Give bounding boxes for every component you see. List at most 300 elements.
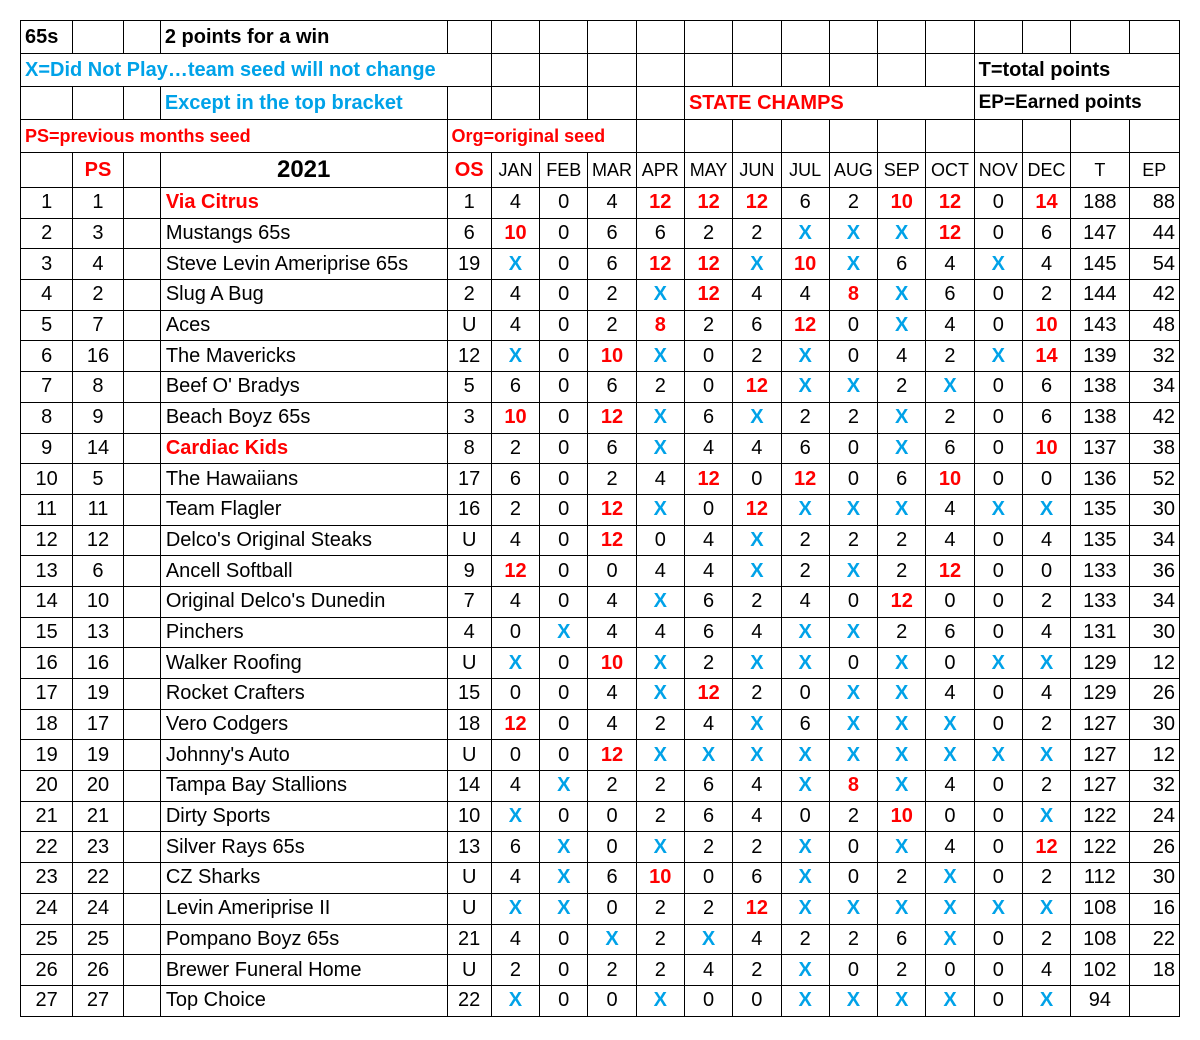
ps-cell: 27 bbox=[73, 985, 123, 1016]
month-cell: 0 bbox=[540, 402, 588, 433]
ep-cell: 18 bbox=[1129, 955, 1179, 986]
month-cell: 2 bbox=[684, 310, 732, 341]
month-cell: X bbox=[781, 372, 829, 403]
month-cell: 0 bbox=[1022, 556, 1070, 587]
dnp-note: X=Did Not Play…team seed will not change bbox=[21, 54, 492, 87]
ps-cell: 9 bbox=[73, 402, 123, 433]
total-cell: 122 bbox=[1071, 801, 1129, 832]
month-cell: 6 bbox=[636, 218, 684, 249]
month-cell: X bbox=[829, 709, 877, 740]
month-cell: 4 bbox=[781, 280, 829, 311]
team-name: Vero Codgers bbox=[160, 709, 447, 740]
team-name: The Mavericks bbox=[160, 341, 447, 372]
month-cell: 12 bbox=[491, 709, 539, 740]
month-cell: 0 bbox=[540, 924, 588, 955]
month-cell: 2 bbox=[636, 893, 684, 924]
os-cell: U bbox=[447, 310, 491, 341]
month-cell: X bbox=[684, 740, 732, 771]
month-cell: 0 bbox=[974, 556, 1022, 587]
ep-cell: 30 bbox=[1129, 494, 1179, 525]
earned-note: EP=Earned points bbox=[974, 87, 1179, 120]
month-cell: 6 bbox=[491, 832, 539, 863]
month-cell: 2 bbox=[878, 617, 926, 648]
rank-cell: 4 bbox=[21, 280, 73, 311]
spacer-cell bbox=[123, 709, 160, 740]
month-cell: 12 bbox=[588, 494, 636, 525]
month-cell: X bbox=[926, 709, 974, 740]
rank-cell: 23 bbox=[21, 863, 73, 894]
month-cell: 0 bbox=[926, 586, 974, 617]
month-cell: 2 bbox=[733, 586, 781, 617]
month-cell: 10 bbox=[491, 402, 539, 433]
month-cell: 4 bbox=[1022, 617, 1070, 648]
spacer-cell bbox=[123, 372, 160, 403]
ps-cell: 5 bbox=[73, 464, 123, 495]
month-cell: X bbox=[926, 893, 974, 924]
total-cell: 133 bbox=[1071, 556, 1129, 587]
ep-cell: 32 bbox=[1129, 341, 1179, 372]
os-cell: U bbox=[447, 893, 491, 924]
month-cell: X bbox=[636, 679, 684, 710]
month-cell: 4 bbox=[733, 280, 781, 311]
month-cell: 12 bbox=[781, 464, 829, 495]
table-row bbox=[21, 955, 1180, 986]
ps-cell: 25 bbox=[73, 924, 123, 955]
month-cell: 2 bbox=[1022, 709, 1070, 740]
month-cell: X bbox=[781, 863, 829, 894]
ps-cell: 20 bbox=[73, 771, 123, 802]
month-cell: 12 bbox=[588, 525, 636, 556]
month-cell: 4 bbox=[491, 188, 539, 219]
month-header: OCT bbox=[926, 153, 974, 188]
ep-cell: 16 bbox=[1129, 893, 1179, 924]
month-cell: X bbox=[781, 771, 829, 802]
team-name: The Hawaiians bbox=[160, 464, 447, 495]
month-cell: 2 bbox=[781, 556, 829, 587]
month-cell: 2 bbox=[878, 863, 926, 894]
month-cell: X bbox=[974, 893, 1022, 924]
month-cell: 2 bbox=[491, 494, 539, 525]
ep-header: EP bbox=[1129, 153, 1179, 188]
month-cell: 4 bbox=[926, 525, 974, 556]
month-cell: 12 bbox=[733, 893, 781, 924]
ps-note: PS=previous months seed bbox=[21, 120, 448, 153]
month-cell: 6 bbox=[588, 249, 636, 280]
month-cell: X bbox=[878, 740, 926, 771]
month-cell: 0 bbox=[540, 740, 588, 771]
month-cell: 2 bbox=[878, 556, 926, 587]
month-cell: 6 bbox=[684, 586, 732, 617]
month-cell: X bbox=[878, 679, 926, 710]
spacer-cell bbox=[123, 801, 160, 832]
month-cell: X bbox=[878, 893, 926, 924]
month-cell: X bbox=[781, 832, 829, 863]
month-cell: X bbox=[878, 985, 926, 1016]
month-cell: 0 bbox=[684, 494, 732, 525]
ep-cell: 32 bbox=[1129, 771, 1179, 802]
spacer-cell bbox=[123, 218, 160, 249]
total-cell: 127 bbox=[1071, 740, 1129, 771]
ps-cell: 19 bbox=[73, 679, 123, 710]
rank-cell: 3 bbox=[21, 249, 73, 280]
ps-cell: 11 bbox=[73, 494, 123, 525]
month-cell: 6 bbox=[491, 372, 539, 403]
rank-cell: 13 bbox=[21, 556, 73, 587]
month-cell: 0 bbox=[540, 709, 588, 740]
month-cell: 0 bbox=[974, 525, 1022, 556]
os-cell: 8 bbox=[447, 433, 491, 464]
month-cell: X bbox=[636, 648, 684, 679]
month-cell: 2 bbox=[588, 310, 636, 341]
header-row-2 bbox=[21, 54, 1180, 87]
ps-cell: 12 bbox=[73, 525, 123, 556]
month-cell: 0 bbox=[540, 280, 588, 311]
month-cell: 4 bbox=[1022, 249, 1070, 280]
month-cell: 0 bbox=[974, 280, 1022, 311]
month-cell: 0 bbox=[540, 494, 588, 525]
month-cell: 10 bbox=[1022, 310, 1070, 341]
month-cell: 8 bbox=[829, 280, 877, 311]
month-cell: 2 bbox=[588, 280, 636, 311]
table-row bbox=[21, 556, 1180, 587]
spacer-cell bbox=[123, 924, 160, 955]
month-cell: 0 bbox=[540, 556, 588, 587]
spacer-cell bbox=[123, 586, 160, 617]
table-row bbox=[21, 433, 1180, 464]
month-cell: X bbox=[878, 280, 926, 311]
spacer-cell bbox=[123, 280, 160, 311]
spacer-cell bbox=[123, 985, 160, 1016]
ps-cell: 24 bbox=[73, 893, 123, 924]
month-cell: 4 bbox=[636, 617, 684, 648]
month-cell: 0 bbox=[974, 985, 1022, 1016]
total-cell: 129 bbox=[1071, 679, 1129, 710]
month-cell: 0 bbox=[540, 801, 588, 832]
month-cell: 0 bbox=[974, 402, 1022, 433]
month-cell: 6 bbox=[491, 464, 539, 495]
month-cell: 10 bbox=[636, 863, 684, 894]
month-cell: X bbox=[781, 341, 829, 372]
spacer-cell bbox=[123, 402, 160, 433]
month-cell: 0 bbox=[974, 924, 1022, 955]
month-cell: 4 bbox=[926, 832, 974, 863]
header-row-4 bbox=[21, 120, 1180, 153]
total-cell: 145 bbox=[1071, 249, 1129, 280]
month-cell: 0 bbox=[974, 433, 1022, 464]
month-cell: 4 bbox=[588, 188, 636, 219]
month-cell: X bbox=[733, 709, 781, 740]
month-cell: 4 bbox=[926, 310, 974, 341]
month-cell: 4 bbox=[636, 556, 684, 587]
rank-cell: 22 bbox=[21, 832, 73, 863]
month-cell: X bbox=[829, 617, 877, 648]
total-cell: 137 bbox=[1071, 433, 1129, 464]
month-cell: X bbox=[636, 280, 684, 311]
rank-cell: 27 bbox=[21, 985, 73, 1016]
month-cell: 12 bbox=[684, 188, 732, 219]
month-header: MAY bbox=[684, 153, 732, 188]
table-row bbox=[21, 249, 1180, 280]
month-cell: 0 bbox=[540, 525, 588, 556]
month-cell: 8 bbox=[636, 310, 684, 341]
month-cell: 2 bbox=[684, 832, 732, 863]
table-row bbox=[21, 218, 1180, 249]
month-cell: 0 bbox=[829, 863, 877, 894]
month-cell: X bbox=[926, 372, 974, 403]
month-cell: 2 bbox=[636, 924, 684, 955]
month-cell: 2 bbox=[733, 679, 781, 710]
total-cell: 108 bbox=[1071, 893, 1129, 924]
month-cell: 2 bbox=[733, 218, 781, 249]
month-cell: 2 bbox=[829, 924, 877, 955]
month-cell: 2 bbox=[1022, 863, 1070, 894]
team-name: Dirty Sports bbox=[160, 801, 447, 832]
month-cell: 4 bbox=[926, 249, 974, 280]
month-cell: 0 bbox=[684, 341, 732, 372]
month-cell: 0 bbox=[588, 985, 636, 1016]
month-cell: X bbox=[781, 985, 829, 1016]
state-champs-note: STATE CHAMPS bbox=[684, 87, 974, 120]
ep-cell: 34 bbox=[1129, 525, 1179, 556]
month-cell: 0 bbox=[926, 648, 974, 679]
month-cell: 0 bbox=[540, 341, 588, 372]
table-row bbox=[21, 341, 1180, 372]
os-cell: 15 bbox=[447, 679, 491, 710]
month-cell: 6 bbox=[878, 924, 926, 955]
month-cell: 10 bbox=[1022, 433, 1070, 464]
spacer-cell bbox=[123, 648, 160, 679]
rank-cell: 5 bbox=[21, 310, 73, 341]
rank-cell: 9 bbox=[21, 433, 73, 464]
month-cell: 4 bbox=[588, 679, 636, 710]
month-cell: 4 bbox=[588, 709, 636, 740]
month-cell: 4 bbox=[926, 494, 974, 525]
month-cell: X bbox=[733, 249, 781, 280]
month-cell: 6 bbox=[588, 863, 636, 894]
month-cell: 6 bbox=[733, 310, 781, 341]
ep-cell: 30 bbox=[1129, 863, 1179, 894]
month-cell: X bbox=[926, 740, 974, 771]
month-cell: 0 bbox=[974, 709, 1022, 740]
os-cell: 2 bbox=[447, 280, 491, 311]
rank-cell: 8 bbox=[21, 402, 73, 433]
header-row-3 bbox=[21, 87, 1180, 120]
ps-cell: 23 bbox=[73, 832, 123, 863]
month-cell: 10 bbox=[781, 249, 829, 280]
month-cell: 0 bbox=[781, 801, 829, 832]
os-cell: 21 bbox=[447, 924, 491, 955]
rank-cell: 15 bbox=[21, 617, 73, 648]
spacer-cell bbox=[123, 832, 160, 863]
month-cell: X bbox=[781, 648, 829, 679]
month-cell: 2 bbox=[878, 525, 926, 556]
total-cell: 143 bbox=[1071, 310, 1129, 341]
month-cell: 2 bbox=[1022, 924, 1070, 955]
rank-cell: 17 bbox=[21, 679, 73, 710]
os-cell: 17 bbox=[447, 464, 491, 495]
os-cell: 18 bbox=[447, 709, 491, 740]
month-cell: 0 bbox=[733, 985, 781, 1016]
team-name: Via Citrus bbox=[160, 188, 447, 219]
table-row bbox=[21, 893, 1180, 924]
total-cell: 138 bbox=[1071, 372, 1129, 403]
month-cell: 10 bbox=[926, 464, 974, 495]
table-row bbox=[21, 740, 1180, 771]
spacer-cell bbox=[123, 617, 160, 648]
spacer-cell bbox=[123, 863, 160, 894]
month-cell: 0 bbox=[974, 863, 1022, 894]
team-name: Silver Rays 65s bbox=[160, 832, 447, 863]
month-cell: X bbox=[878, 402, 926, 433]
month-cell: 6 bbox=[588, 218, 636, 249]
team-name: Brewer Funeral Home bbox=[160, 955, 447, 986]
team-name: Pinchers bbox=[160, 617, 447, 648]
ep-cell: 36 bbox=[1129, 556, 1179, 587]
month-cell: 2 bbox=[878, 372, 926, 403]
total-cell: 135 bbox=[1071, 525, 1129, 556]
month-cell: 4 bbox=[588, 586, 636, 617]
team-name: Levin Ameriprise II bbox=[160, 893, 447, 924]
month-cell: 4 bbox=[1022, 955, 1070, 986]
team-name: Mustangs 65s bbox=[160, 218, 447, 249]
month-cell: 0 bbox=[829, 464, 877, 495]
team-name: Pompano Boyz 65s bbox=[160, 924, 447, 955]
os-cell: 19 bbox=[447, 249, 491, 280]
ep-cell: 54 bbox=[1129, 249, 1179, 280]
month-cell: 0 bbox=[540, 985, 588, 1016]
month-cell: X bbox=[1022, 801, 1070, 832]
month-cell: 0 bbox=[829, 648, 877, 679]
month-cell: 0 bbox=[926, 955, 974, 986]
os-cell: 3 bbox=[447, 402, 491, 433]
month-cell: 12 bbox=[588, 740, 636, 771]
month-cell: 0 bbox=[974, 679, 1022, 710]
month-cell: X bbox=[733, 740, 781, 771]
rank-cell: 7 bbox=[21, 372, 73, 403]
month-header: JUN bbox=[733, 153, 781, 188]
month-cell: X bbox=[684, 924, 732, 955]
month-cell: 0 bbox=[588, 832, 636, 863]
month-header: FEB bbox=[540, 153, 588, 188]
ep-cell: 48 bbox=[1129, 310, 1179, 341]
month-cell: 4 bbox=[733, 924, 781, 955]
total-cell: 102 bbox=[1071, 955, 1129, 986]
month-cell: 6 bbox=[781, 188, 829, 219]
month-cell: X bbox=[733, 525, 781, 556]
ps-cell: 13 bbox=[73, 617, 123, 648]
month-cell: 12 bbox=[733, 494, 781, 525]
month-cell: 8 bbox=[829, 771, 877, 802]
month-cell: 10 bbox=[491, 218, 539, 249]
month-cell: 12 bbox=[588, 402, 636, 433]
table-row bbox=[21, 525, 1180, 556]
month-cell: 4 bbox=[491, 525, 539, 556]
month-cell: X bbox=[1022, 893, 1070, 924]
month-header: APR bbox=[636, 153, 684, 188]
month-cell: 2 bbox=[636, 771, 684, 802]
month-cell: 2 bbox=[829, 402, 877, 433]
month-cell: X bbox=[1022, 648, 1070, 679]
rank-cell: 20 bbox=[21, 771, 73, 802]
table-row bbox=[21, 494, 1180, 525]
month-cell: 0 bbox=[974, 586, 1022, 617]
month-cell: 6 bbox=[1022, 372, 1070, 403]
month-cell: 4 bbox=[1022, 679, 1070, 710]
month-cell: 2 bbox=[636, 801, 684, 832]
rank-cell: 6 bbox=[21, 341, 73, 372]
month-cell: 0 bbox=[491, 617, 539, 648]
month-cell: 12 bbox=[684, 280, 732, 311]
month-cell: 0 bbox=[491, 740, 539, 771]
month-cell: 0 bbox=[684, 863, 732, 894]
total-cell: 136 bbox=[1071, 464, 1129, 495]
month-cell: X bbox=[781, 617, 829, 648]
spacer-cell bbox=[123, 310, 160, 341]
month-header: SEP bbox=[878, 153, 926, 188]
month-cell: 4 bbox=[684, 525, 732, 556]
month-cell: 12 bbox=[636, 249, 684, 280]
spacer-cell bbox=[123, 341, 160, 372]
os-cell: 1 bbox=[447, 188, 491, 219]
month-cell: 0 bbox=[684, 985, 732, 1016]
month-cell: 0 bbox=[829, 955, 877, 986]
ps-cell: 10 bbox=[73, 586, 123, 617]
team-name: Steve Levin Ameriprise 65s bbox=[160, 249, 447, 280]
month-header: DEC bbox=[1022, 153, 1070, 188]
month-header: NOV bbox=[974, 153, 1022, 188]
spacer-cell bbox=[123, 893, 160, 924]
month-cell: 2 bbox=[829, 188, 877, 219]
month-cell: X bbox=[1022, 740, 1070, 771]
rank-cell: 16 bbox=[21, 648, 73, 679]
month-cell: 6 bbox=[926, 433, 974, 464]
month-cell: 2 bbox=[636, 372, 684, 403]
points-rule: 2 points for a win bbox=[160, 21, 447, 54]
month-cell: 4 bbox=[733, 433, 781, 464]
ep-cell: 34 bbox=[1129, 586, 1179, 617]
table-row bbox=[21, 679, 1180, 710]
month-cell: X bbox=[829, 249, 877, 280]
month-cell: X bbox=[878, 771, 926, 802]
ps-cell: 4 bbox=[73, 249, 123, 280]
ep-cell: 30 bbox=[1129, 617, 1179, 648]
month-cell: 4 bbox=[636, 464, 684, 495]
team-name: Walker Roofing bbox=[160, 648, 447, 679]
ep-cell: 12 bbox=[1129, 648, 1179, 679]
rank-cell: 21 bbox=[21, 801, 73, 832]
ps-cell: 26 bbox=[73, 955, 123, 986]
month-cell: 4 bbox=[588, 617, 636, 648]
os-cell: 9 bbox=[447, 556, 491, 587]
month-cell: 12 bbox=[684, 679, 732, 710]
month-cell: 12 bbox=[684, 249, 732, 280]
month-cell: 0 bbox=[829, 586, 877, 617]
month-cell: 2 bbox=[1022, 280, 1070, 311]
month-cell: X bbox=[491, 648, 539, 679]
month-cell: X bbox=[829, 556, 877, 587]
ep-cell: 52 bbox=[1129, 464, 1179, 495]
month-cell: 0 bbox=[974, 188, 1022, 219]
os-cell: U bbox=[447, 740, 491, 771]
month-cell: 4 bbox=[733, 801, 781, 832]
month-cell: 2 bbox=[684, 218, 732, 249]
spacer-cell bbox=[123, 464, 160, 495]
os-cell: 22 bbox=[447, 985, 491, 1016]
month-cell: 2 bbox=[588, 464, 636, 495]
month-cell: 14 bbox=[1022, 188, 1070, 219]
os-cell: 12 bbox=[447, 341, 491, 372]
os-note: Org=original seed bbox=[447, 120, 636, 153]
